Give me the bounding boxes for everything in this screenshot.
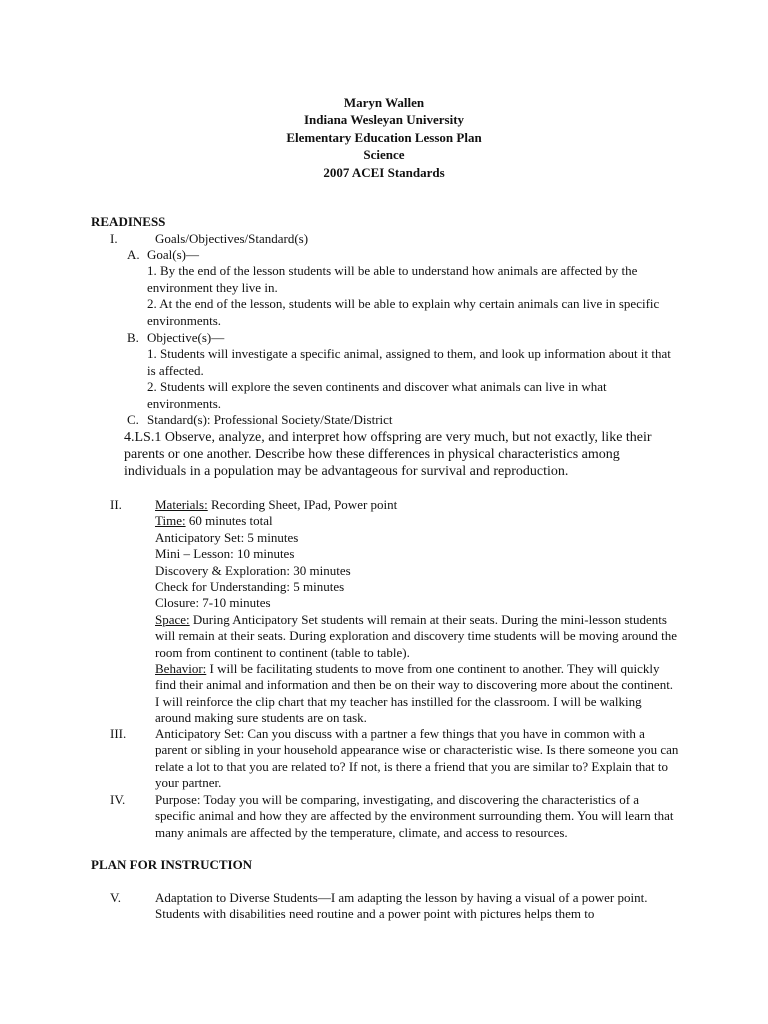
- adaptation-text: Adaptation to Diverse Students—I am adapting the lesson by having a visual of a power point. Students with disabilities need routine and a power point with pictures helps them to: [155, 890, 648, 922]
- time-item: Anticipatory Set: 5 minutes: [155, 529, 299, 545]
- subject-title: Science: [363, 147, 405, 163]
- behavior-paragraph: [155, 661, 680, 727]
- objective-2: 2. Students will explore the seven continents and discover what animals can live in what environments.: [147, 379, 607, 411]
- standards-title: 2007 ACEI Standards: [323, 164, 445, 180]
- section-v-numeral: V.: [110, 890, 121, 905]
- space-label: Space:: [155, 611, 190, 627]
- university-name: Indiana Wesleyan University: [303, 112, 465, 128]
- document-header: [0, 94, 768, 181]
- plan-for-instruction-heading: PLAN FOR INSTRUCTION: [91, 857, 253, 872]
- item-a-block: [147, 247, 677, 329]
- section-i-numeral: I.: [110, 231, 118, 246]
- materials-line: [155, 497, 680, 513]
- behavior-label: Behavior:: [155, 661, 207, 677]
- standard-text: 4.LS.1 Observe, analyze, and interpret how offspring are very much, but not exactly, like their parents or one another. Describe how these differences in physical characteristics among individuals in a population may be advantageous for survival and reproduction.: [124, 430, 652, 480]
- item-c-letter: C.: [127, 412, 139, 427]
- plan-title: Elementary Education Lesson Plan: [286, 129, 482, 145]
- section-i-title: Goals/Objectives/Standard(s): [155, 231, 309, 246]
- time-label: Time:: [155, 513, 186, 529]
- section-ii-block: [155, 497, 680, 727]
- standard-heading: Standard(s): Professional Society/State/District: [147, 412, 393, 427]
- item-a-letter: A.: [127, 247, 140, 262]
- time-item: Mini – Lesson: 10 minutes: [155, 546, 295, 562]
- goal-heading: Goal(s)—: [147, 247, 199, 262]
- behavior-text: I will be facilitating students to move from one continent to another. They will quickly find their animal and information and then be on their way to discovering more about the continent. I will reinforce the clip chart that my teacher has instilled for the classroom. I will be walking around making sure students are on task.: [155, 661, 674, 726]
- time-item: Closure: 7-10 minutes: [155, 595, 271, 611]
- section-iv-numeral: IV.: [110, 792, 126, 807]
- section-ii-numeral: II.: [110, 497, 122, 512]
- author-name: Maryn Wallen: [343, 95, 425, 110]
- space-text: During Anticipatory Set students will remain at their seats. During the mini-lesson students will remain at their seats. During exploration and discovery time students will be moving around the room from continent to continent (table to table).: [155, 611, 678, 660]
- item-b-letter: B.: [127, 330, 139, 345]
- section-iii-numeral: III.: [110, 726, 127, 741]
- space-paragraph: [155, 612, 680, 661]
- time-line: [155, 513, 680, 529]
- goal-1: 1. By the end of the lesson students will be able to understand how animals are affected by the environment they live in.: [147, 263, 638, 295]
- materials-label: Materials:: [155, 497, 208, 512]
- time-item: Check for Understanding: 5 minutes: [155, 579, 345, 595]
- purpose-text: Purpose: Today you will be comparing, investigating, and discovering the characteristics of a specific animal and how they are affected by the environment surrounding them. You will learn that many animals are affected by the temperature, climate, and access to resources.: [155, 792, 674, 840]
- objective-heading: Objective(s)—: [147, 330, 225, 345]
- readiness-heading: READINESS: [91, 214, 166, 229]
- materials-text: Recording Sheet, IPad, Power point: [207, 497, 398, 512]
- item-b-block: [147, 330, 677, 412]
- time-text: 60 minutes total: [185, 513, 273, 529]
- anticipatory-set-text: Anticipatory Set: Can you discuss with a partner a few things that you have in common with a parent or sibling in your household appearance wise or characteristic wise. Is there someone you can relate a lot to that you are related to? If not, is there a friend that you are similar to? Explain that to your partner.: [155, 726, 679, 791]
- time-item: Discovery & Exploration: 30 minutes: [155, 562, 351, 578]
- objective-1: 1. Students will investigate a specific animal, assigned to them, and look up information about it that is affected.: [147, 346, 671, 378]
- goal-2: 2. At the end of the lesson, students will be able to explain why certain animals can live in specific environments.: [147, 296, 660, 328]
